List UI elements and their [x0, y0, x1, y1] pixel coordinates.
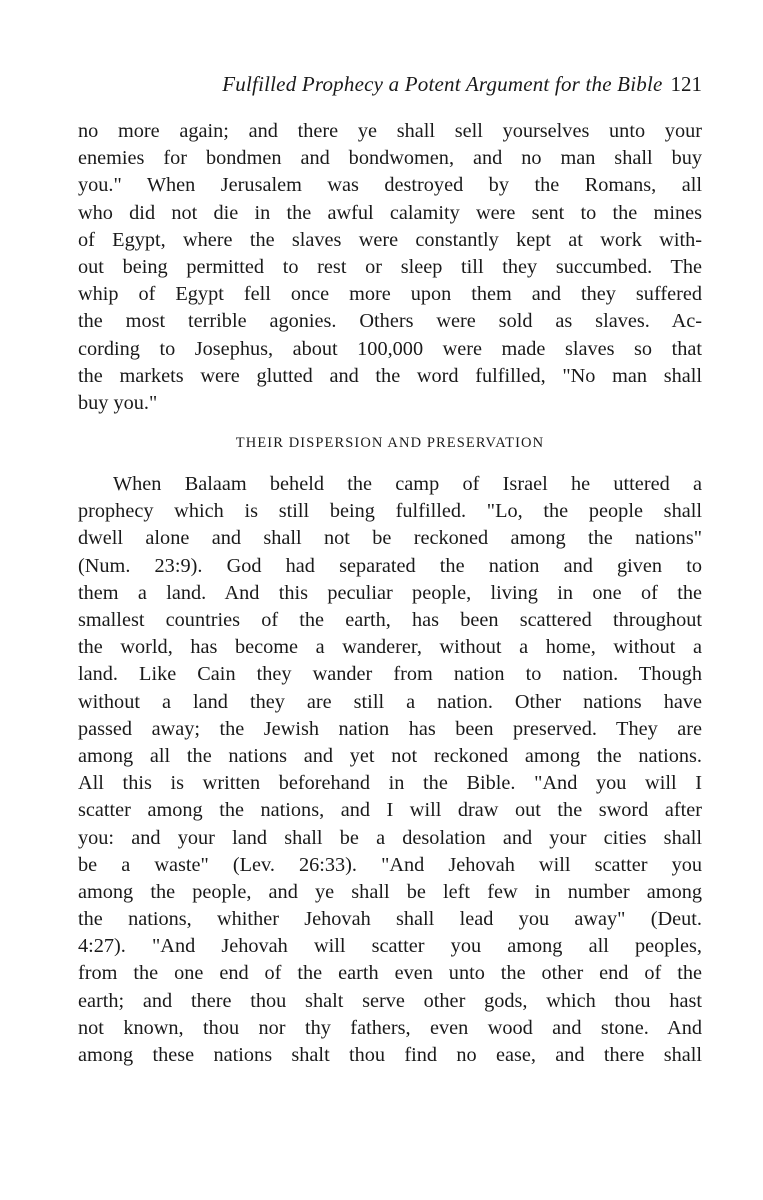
text-line: the markets were glutted and the word fulfilled, "No man shall: [78, 364, 702, 387]
text-line: When Balaam beheld the camp of Israel he uttered a: [113, 473, 702, 496]
text-line: enemies for bondmen and bondwomen, and no man shall buy: [78, 147, 702, 170]
text-line: dwell alone and shall not be reckoned among the nations": [78, 527, 702, 550]
text-line: the most terrible agonies. Others were sold as slaves. Ac-: [78, 310, 702, 333]
section-heading: THEIR DISPERSION AND PRESERVATION: [235, 435, 545, 452]
text-line: them a land. And this peculiar people, living in one of the: [78, 581, 702, 604]
text-line: out being permitted to rest or sleep till they succumbed. The: [78, 255, 702, 278]
text-line: who did not die in the awful calamity were sent to the mines: [78, 201, 702, 224]
text-line: from the one end of the earth even unto the other end of the: [78, 962, 702, 985]
text-line: whip of Egypt fell once more upon them and they suffered: [78, 283, 702, 306]
text-line: the nations, whither Jehovah shall lead you away" (Deut.: [78, 908, 702, 931]
text-line: you." When Jerusalem was destroyed by the Romans, all: [78, 174, 702, 197]
running-head: [78, 70, 702, 98]
paragraph-dispersion: [78, 471, 702, 1069]
text-line: the world, has become a wanderer, without a home, without a: [78, 636, 702, 659]
text-line: smallest countries of the earth, has been scattered throughout: [78, 609, 702, 631]
text-line: cording to Josephus, about 100,000 were made slaves so that: [78, 337, 702, 360]
text-line: passed away; the Jewish nation has been preserved. They are: [78, 717, 702, 740]
text-line: 4:27). "And Jehovah will scatter you among all peoples,: [78, 935, 702, 958]
text-line: without a land they are still a nation. Other nations have: [78, 690, 702, 713]
text-line: land. Like Cain they wander from nation to nation. Though: [78, 663, 702, 686]
text-line: among these nations shalt thou find no ease, and there shall: [78, 1044, 702, 1066]
text-line: no more again; and there ye shall sell yourselves unto your: [78, 120, 702, 142]
paragraph-continued: [78, 118, 702, 417]
text-line: (Num. 23:9). God had separated the nation and given to: [78, 554, 702, 577]
text-line: earth; and there thou shalt serve other gods, which thou hast: [78, 989, 702, 1012]
text-line: buy you.": [78, 391, 158, 414]
book-page: [78, 70, 702, 1069]
text-line: you: and your land shall be a desolation and your cities shall: [78, 826, 702, 849]
page-number: 121: [670, 72, 702, 96]
text-line: of Egypt, where the slaves were constantly kept at work with-: [78, 228, 702, 251]
text-line: among all the nations and yet not reckoned among the nations.: [78, 744, 702, 767]
text-line: be a waste" (Lev. 26:33). "And Jehovah will scatter you: [78, 853, 702, 876]
text-line: among the people, and ye shall be left few in number among: [78, 880, 702, 903]
text-line: All this is written beforehand in the Bible. "And you will I: [78, 772, 702, 795]
text-line: scatter among the nations, and I will draw out the sword after: [78, 799, 702, 822]
text-line: not known, thou nor thy fathers, even wood and stone. And: [78, 1016, 702, 1039]
running-title: Fulfilled Prophecy a Potent Argument for the Bible: [222, 72, 663, 96]
text-line: prophecy which is still being fulfilled. "Lo, the people shall: [78, 500, 702, 523]
